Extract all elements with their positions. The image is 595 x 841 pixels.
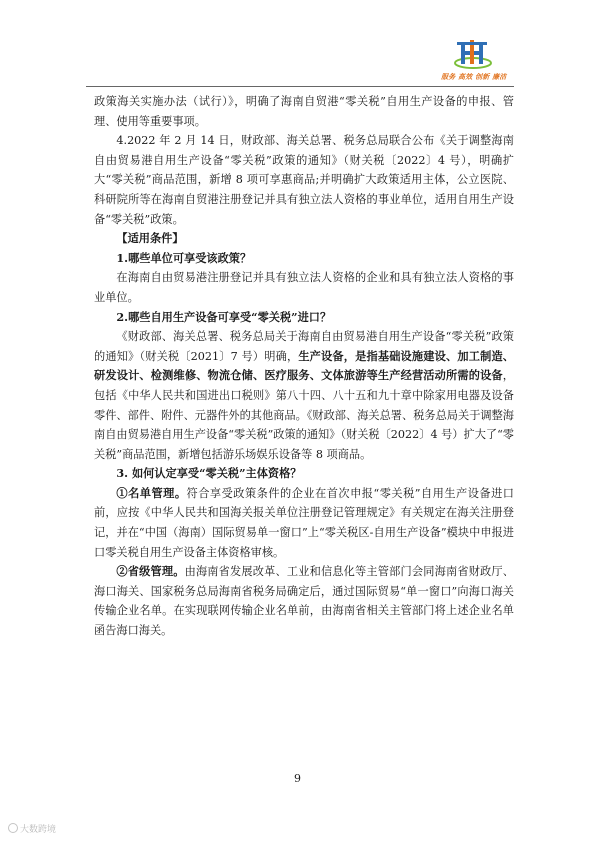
question-1: 1.哪些单位可享受该政策？: [116, 250, 252, 265]
answer-2: [94, 327, 514, 464]
customs-emblem-icon: [453, 38, 493, 72]
question-3: 3. 如何认定享受“零关税”主体资格？: [116, 466, 302, 481]
answer-2-definition: 生产设备，是指基础设施建设、加工制造、研发设计、检测维修、物流仓储、医疗服务、文体旅游等生产经营活动所需的设备: [94, 348, 514, 383]
answer-1: 在海南自由贸易港注册登记并具有独立法人资格的企业和具有独立法人资格的事业单位。: [94, 271, 514, 304]
logo-slogan: 服务 高效 创新 廉洁: [441, 73, 507, 81]
section-heading: 【适用条件】: [116, 231, 184, 246]
paragraph-continuation: 政策海关实施办法（试行）》，明确了海南自贸港“零关税”自用生产设备的申报、管理、使用等重要事项。: [94, 95, 514, 128]
paragraph-item-4: 4.2022 年 2 月 14 日，财政部、海关总署、税务总局联合公布《关于调整海南自由贸易港自用生产设备“零关税”政策的通知》（财关税〔2022〕4 号），明确扩大“零关税”商品范围，新增 8 项可享惠商品;并明确扩大政策适用主体，公立医院、科研院所等在海南自贸港注册登记并具有独立法人资格的事业单位，适用自用生产设备“零关税”政策。: [94, 134, 514, 226]
watermark: [8, 822, 56, 835]
watermark-logo-icon: [8, 823, 18, 833]
header-logo: [441, 38, 511, 86]
answer-3-list-management: [94, 484, 514, 562]
answer-3-lead-2: ②省级管理。: [116, 564, 185, 579]
answer-3-body-1: 符合享受政策条件的企业在首次申报“零关税”自用生产设备进口前，应按《中华人民共和国海关报关单位注册登记管理规定》有关规定在海关注册登记，并在“中国（海南）国际贸易单一窗口”上“零关税区-自用生产设备”模块中申报进口零关税自用生产设备主体资格审核。: [94, 486, 514, 559]
answer-3-provincial-management: [94, 562, 514, 640]
question-2: 2.哪些自用生产设备可享受“零关税”进口？: [116, 309, 332, 324]
header-divider: [86, 86, 514, 87]
document-body: [94, 92, 514, 641]
answer-2-text: 《财政部、海关总署、税务总局关于海南自由贸易港自用生产设备“零关税”政策的通知》（财关税〔2021〕7 号）明确，: [94, 330, 514, 363]
answer-2-scope: ，包括《中华人民共和国进出口税则》第八十四、八十五和九十章中除家用电器及设备零件、部件、附件、元器件外的其他商品。《财政部、海关总署、税务总局关于调整海南自由贸易港自用生产设备“零关税”政策的通知》（财关税〔2022〕4 号）扩大了“零关税”商品范围，新增包括游乐场娱乐设备等 8 项商品。: [94, 369, 514, 461]
answer-3-lead-1: ①名单管理。: [116, 485, 187, 500]
page-number: 9: [294, 772, 301, 785]
answer-3-body-2: 由海南省发展改革、工业和信息化等主管部门会同海南省财政厅、海口海关、国家税务总局海南省税务局确定后，通过国际贸易“单一窗口”向海口海关传输企业名单。在实现联网传输企业名单前，由海南省相关主管部门将上述企业名单函告海口海关。: [94, 565, 514, 638]
watermark-text: 大数跨境: [20, 825, 57, 835]
